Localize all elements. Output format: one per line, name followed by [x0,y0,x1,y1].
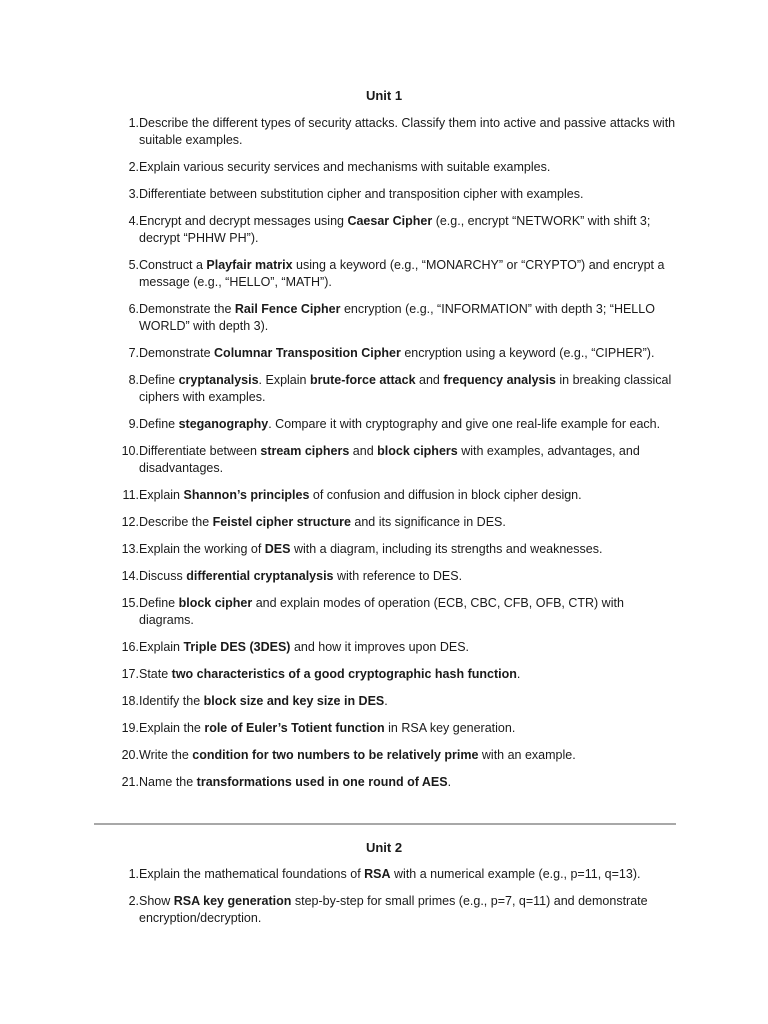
question-text-segment: encryption using a keyword (e.g., “CIPHER”). [400,346,655,360]
question-text [139,443,680,477]
question-text-segment: Identify the [139,694,204,708]
question-text-segment: . [447,775,452,789]
question-number-label: 1. [128,867,139,881]
question-number [110,893,139,927]
question-text-segment: Encrypt and decrypt messages using [139,214,348,228]
question-text-segment: . Explain [258,373,310,387]
question-item [110,595,680,629]
question-keyword: two characteristics of a good cryptographic hash function [171,667,517,681]
question-text-segment: Demonstrate [139,346,215,360]
question-keyword: Caesar Cipher [347,214,433,228]
unit-2-title: Unit 2 [365,840,403,855]
question-keyword: Columnar Transposition Cipher [214,346,401,360]
question-number [110,866,139,883]
question-number-label: 6. [128,302,139,316]
question-item [110,213,680,247]
question-text-segment: encryption (e.g., “INFORMATION” with depth 3; “HELLO WORLD” with depth 3). [139,302,655,333]
question-number-label: 18. [121,694,139,708]
question-text [139,487,680,504]
question-number-label: 4. [128,214,139,228]
unit-2-question-list [110,866,680,937]
question-text-segment: Demonstrate the [139,302,235,316]
question-text-segment: Define [139,596,179,610]
question-number-label: 2. [128,894,139,908]
question-item [110,866,680,883]
question-text [139,159,680,176]
question-text [139,186,680,203]
question-number [110,257,139,291]
unit-1-title: Unit 1 [365,88,403,103]
question-number [110,720,139,737]
question-item [110,893,680,927]
question-text-segment: of confusion and diffusion in block cipher design. [309,488,582,502]
question-item [110,514,680,531]
question-text-segment: Explain the working of [139,542,265,556]
question-text [139,514,680,531]
question-item [110,487,680,504]
question-text-segment: Explain the mathematical foundations of [139,867,365,881]
question-number [110,514,139,531]
question-item [110,720,680,737]
question-text-segment: State [139,667,172,681]
question-text [139,639,680,656]
question-number [110,568,139,585]
question-text [139,213,680,247]
question-keyword: RSA key generation [173,894,292,908]
question-text [139,595,680,629]
question-text-segment: Define [139,417,179,431]
question-text [139,541,680,558]
question-item [110,639,680,656]
question-number [110,487,139,504]
question-number-label: 2. [128,160,139,174]
question-keyword: frequency analysis [443,373,556,387]
question-text [139,693,680,710]
question-item [110,301,680,335]
question-text-segment: and [349,444,378,458]
question-number-label: 9. [128,417,139,431]
question-text-segment: Differentiate between substitution cipher and transposition cipher with examples. [139,187,584,201]
question-number-label: 11. [122,488,139,502]
question-keyword: Triple DES (3DES) [183,640,291,654]
question-text [139,893,680,927]
question-text-segment: Explain [139,488,184,502]
question-text-segment: with an example. [478,748,576,762]
question-text-segment: using a keyword (e.g., “MONARCHY” or “CRYPTO”) and encrypt a message (e.g., “HELLO”, “MATH”). [139,258,665,289]
question-number-label: 19. [121,721,139,735]
question-item [110,115,680,149]
question-number [110,774,139,791]
question-item [110,693,680,710]
question-text [139,720,680,737]
question-text [139,866,680,883]
question-keyword: Shannon’s principles [183,488,310,502]
question-text-segment: with a numerical example (e.g., p=11, q=13). [390,867,641,881]
question-number [110,186,139,203]
question-number [110,595,139,629]
question-keyword: block cipher [178,596,253,610]
question-item [110,372,680,406]
question-item [110,257,680,291]
unit-1-question-list [110,115,680,801]
question-number [110,666,139,683]
question-keyword: brute-force attack [309,373,416,387]
question-item [110,774,680,791]
question-number-label: 7. [128,346,139,360]
question-number-label: 8. [128,373,139,387]
question-text-segment: with a diagram, including its strengths and weaknesses. [290,542,603,556]
question-item [110,345,680,362]
question-number [110,416,139,433]
question-keyword: stream ciphers [260,444,350,458]
question-number-label: 20. [121,748,139,762]
question-text-segment: (e.g., encrypt “NETWORK” with shift 3; decrypt “PHHW PH”). [139,214,651,245]
question-number-label: 1. [128,116,139,130]
question-number-label: 3. [128,187,139,201]
question-item [110,568,680,585]
question-text-segment: in breaking classical ciphers with examples. [139,373,672,404]
question-keyword: differential cryptanalysis [186,569,334,583]
question-number [110,639,139,656]
question-text-segment: step-by-step for small primes (e.g., p=7, q=11) and demonstrate encryption/decryption. [139,894,648,925]
question-number [110,541,139,558]
question-keyword: block ciphers [377,444,458,458]
question-number [110,345,139,362]
question-text [139,115,680,149]
question-text-segment: Show [139,894,174,908]
question-text-segment: Discuss [139,569,187,583]
question-text [139,666,680,683]
question-keyword: role of Euler’s Totient function [204,721,385,735]
question-text-segment: with reference to DES. [333,569,463,583]
question-text [139,301,680,335]
question-number [110,115,139,149]
question-keyword: RSA [364,867,391,881]
question-text-segment: Differentiate between [139,444,261,458]
question-keyword: block size and key size in DES [203,694,385,708]
question-number [110,159,139,176]
question-item [110,186,680,203]
question-text [139,345,680,362]
question-number-label: 21. [121,775,139,789]
question-item [110,416,680,433]
question-text [139,774,680,791]
question-keyword: transformations used in one round of AES [196,775,448,789]
question-number [110,693,139,710]
question-text-segment: and its significance in DES. [350,515,506,529]
question-number-label: 14. [121,569,139,583]
question-text-segment: . [516,667,521,681]
question-item [110,443,680,477]
question-text-segment: Explain various security services and mechanisms with suitable examples. [139,160,551,174]
question-text-segment: Describe the different types of security attacks. Classify them into active and passive attacks with suitable examples. [139,116,676,147]
question-text-segment: Define [139,373,179,387]
question-text-segment: Describe the [139,515,213,529]
question-number [110,747,139,764]
question-item [110,666,680,683]
question-keyword: cryptanalysis [178,373,259,387]
question-text-segment: in RSA key generation. [384,721,516,735]
question-number-label: 16. [121,640,139,654]
question-keyword: Feistel cipher structure [212,515,351,529]
question-text [139,257,680,291]
question-text-segment: Write the [139,748,193,762]
question-number-label: 12. [121,515,139,529]
question-text-segment: . Compare it with cryptography and give one real-life example for each. [268,417,661,431]
question-number [110,372,139,406]
question-number-label: 15. [121,596,139,610]
question-text-segment: Construct a [139,258,207,272]
question-text [139,416,680,433]
question-keyword: Rail Fence Cipher [234,302,341,316]
question-number-label: 17. [121,667,139,681]
question-text [139,747,680,764]
question-item [110,159,680,176]
question-text-segment: Explain [139,640,184,654]
question-text-segment: . [384,694,388,708]
question-text-segment: and explain modes of operation (ECB, CBC, CFB, OFB, CTR) with diagrams. [139,596,624,627]
question-number [110,301,139,335]
question-keyword: condition for two numbers to be relatively prime [192,748,479,762]
question-item [110,747,680,764]
question-item [110,541,680,558]
question-text-segment: and how it improves upon DES. [290,640,470,654]
question-number-label: 5. [128,258,139,272]
section-divider [94,823,676,825]
question-text [139,372,680,406]
question-keyword: DES [264,542,291,556]
question-number-label: 10. [121,444,139,458]
question-text-segment: Name the [139,775,197,789]
question-text-segment: Explain the [139,721,205,735]
question-number [110,213,139,247]
question-number-label: 13. [121,542,139,556]
question-text-segment: with examples, advantages, and disadvantages. [139,444,640,475]
question-number [110,443,139,477]
question-keyword: steganography [178,417,269,431]
question-text [139,568,680,585]
question-keyword: Playfair matrix [206,258,293,272]
question-text-segment: and [415,373,444,387]
